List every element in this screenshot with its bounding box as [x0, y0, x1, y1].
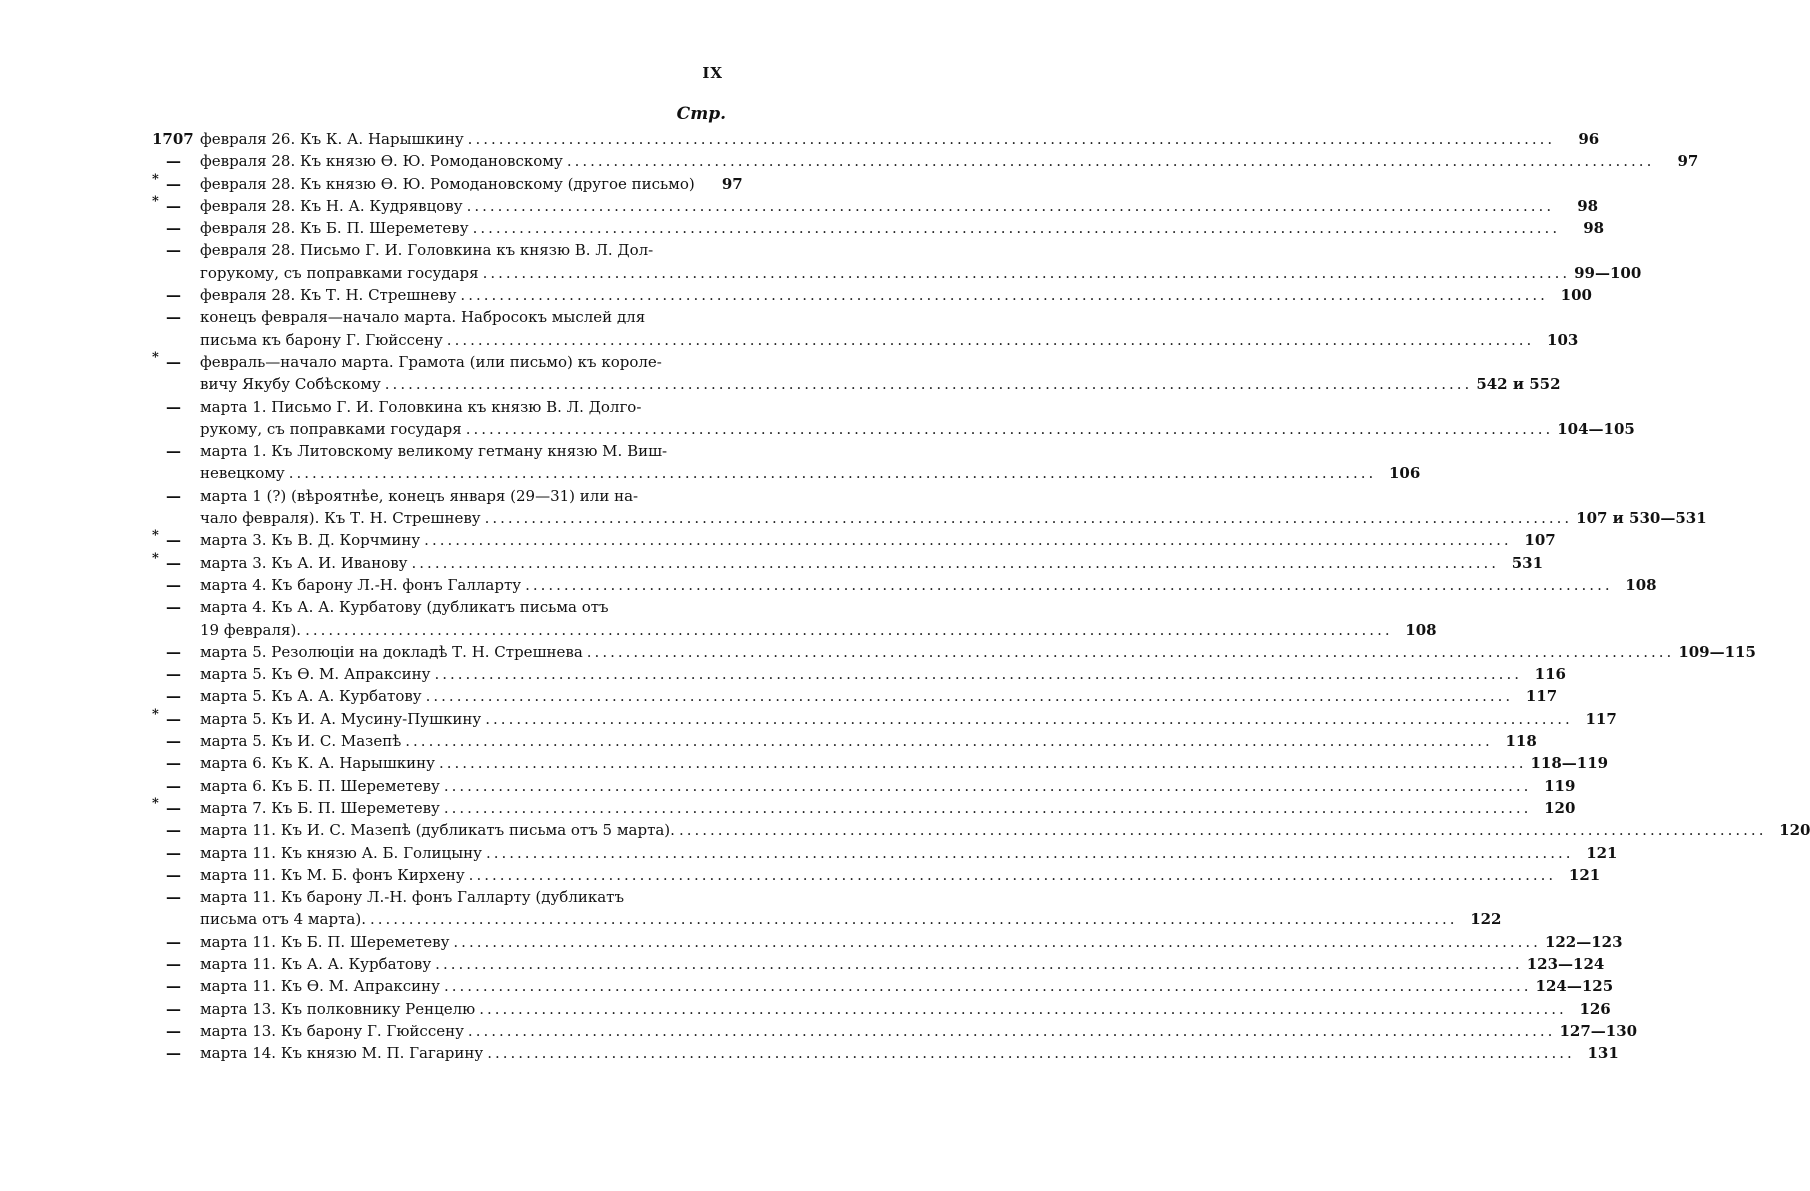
dot-leader: ............................................................................................................................................ [446, 330, 1535, 349]
entry-page-ref: 127—130 [1559, 1021, 1638, 1040]
toc-entry [152, 171, 743, 195]
entry-body [200, 931, 1623, 953]
ditto-dash: — [166, 687, 181, 706]
entry-line [200, 998, 1611, 1020]
dot-leader: ............................................................................................................................................ [487, 1044, 1575, 1063]
entry-line [200, 217, 1605, 239]
entry-line [200, 1020, 1638, 1042]
entry-line [200, 886, 726, 908]
entry-marker [152, 195, 200, 217]
dot-leader: ............................................................................................................................................ [485, 843, 1574, 862]
entry-text: марта 4. Къ барону Л.-Н. фонъ Галларту [200, 575, 522, 594]
entry-text: марта 1 (?) (вѣроятнѣе, конецъ января (29—31) или на- [200, 486, 639, 505]
toc-entry [152, 1020, 1638, 1042]
toc-entry [152, 685, 1558, 707]
ditto-dash: — [166, 352, 181, 371]
ditto-dash: — [166, 709, 181, 728]
ditto-dash: — [166, 553, 181, 572]
dot-leader: ............................................................................................................................................ [586, 642, 1675, 661]
ditto-dash: — [166, 575, 181, 594]
entry-marker [152, 886, 200, 931]
ditto-dash: — [166, 754, 181, 773]
toc-entry [152, 128, 1600, 150]
entry-line [200, 797, 1576, 819]
ditto-dash: — [166, 843, 181, 862]
entry-text: марта 11. Къ Ѳ. М. Апраксину [200, 977, 440, 996]
entry-body [200, 641, 1756, 663]
entry-body [200, 775, 1576, 797]
entry-marker [152, 708, 200, 730]
toc-entry [152, 752, 1609, 774]
ditto-dash: — [166, 732, 181, 751]
dot-leader: ............................................................................................................................................ [485, 709, 1573, 728]
asterisk-mark: * [152, 528, 159, 544]
entry-text: марта 6. Къ К. А. Нарышкину [200, 754, 435, 773]
entry-body [200, 195, 1599, 217]
toc-entry [152, 550, 1544, 574]
dot-leader: ............................................................................................................................................ [678, 821, 1767, 840]
ditto-dash: — [166, 531, 181, 550]
entry-marker [152, 440, 200, 485]
entry-line [200, 619, 1437, 641]
entry-marker [152, 1020, 200, 1042]
toc-entry [152, 663, 1566, 685]
entry-text: марта 11. Къ М. Б. фонъ Кирхену [200, 865, 465, 884]
entry-body [200, 529, 1556, 551]
entry-text: февраль—начало марта. Грамота (или письмо) къ короле- [200, 352, 662, 371]
toc-entry [152, 931, 1623, 953]
dot-leader: ............................................................................................................................................ [443, 776, 1532, 795]
entry-marker [152, 730, 200, 752]
toc-entry [152, 998, 1611, 1020]
dot-leader: ............................................................................................................................................ [424, 531, 1512, 550]
ditto-dash: — [166, 888, 181, 907]
dot-leader: ............................................................................................................................................ [468, 865, 1557, 884]
entry-page-ref: 124—125 [1535, 977, 1614, 996]
toc-entry [152, 574, 1657, 596]
ditto-dash: — [166, 219, 181, 238]
dot-leader: ............................................................................................................................................ [288, 464, 1377, 483]
entry-text: марта 5. Къ Ѳ. М. Апраксину [200, 665, 431, 684]
entry-body [200, 975, 1614, 997]
entry-body [200, 819, 1810, 841]
entry-marker [152, 975, 200, 997]
entry-page-ref: 122 [1470, 910, 1502, 929]
ditto-dash: — [166, 865, 181, 884]
entry-page-ref: 118—119 [1530, 754, 1609, 773]
entry-body [200, 173, 743, 195]
entry-body [200, 306, 1579, 351]
entry-text: вичу Якубу Собѣскому [200, 375, 381, 394]
table-of-contents [152, 128, 1810, 1064]
toc-entry [152, 306, 1579, 351]
entry-marker [152, 1042, 200, 1064]
entry-body [200, 752, 1609, 774]
entry-body [200, 663, 1566, 685]
ditto-dash: — [166, 442, 181, 461]
entry-text: письма отъ 4 марта). [200, 910, 366, 929]
entry-marker [152, 685, 200, 707]
entry-page-ref: 106 [1388, 464, 1421, 483]
entry-page-ref: 126 [1579, 999, 1611, 1018]
entry-page-ref: 100 [1560, 286, 1592, 305]
dot-leader: ............................................................................................................................................ [435, 954, 1523, 973]
entry-line [200, 641, 1756, 663]
ditto-dash: — [166, 196, 181, 215]
entry-marker [152, 306, 200, 351]
entry-text: невецкому [200, 464, 285, 483]
entry-page-ref: 542 и 552 [1476, 375, 1561, 394]
entry-line [200, 1042, 1619, 1064]
toc-entry [152, 440, 1421, 485]
ditto-dash: — [166, 665, 181, 684]
entry-text: февраля 28. Къ князю Ѳ. Ю. Ромодановскому [200, 152, 563, 171]
asterisk-mark: * [152, 171, 159, 187]
entry-body [200, 150, 1699, 172]
entry-body [200, 284, 1592, 306]
entry-text: февраля 28. Письмо Г. И. Головкина къ князю В. Л. Дол- [200, 241, 654, 260]
entry-body [200, 485, 1707, 530]
toc-entry [152, 217, 1605, 239]
entry-page-ref: 103 [1547, 330, 1579, 349]
entry-text: февраля 28. Къ Б. П. Шереметеву [200, 219, 469, 238]
entry-marker [152, 596, 200, 641]
entry-text: марта 14. Къ князю М. П. Гагарину [200, 1044, 484, 1063]
ditto-dash: — [166, 642, 181, 661]
dot-leader: ............................................................................................................................................ [465, 419, 1554, 438]
entry-marker [152, 775, 200, 797]
toc-entry [152, 975, 1614, 997]
entry-page-ref: 107 и 530—531 [1576, 509, 1707, 528]
entry-page-ref: 99—100 [1574, 263, 1642, 282]
entry-line [200, 173, 743, 195]
asterisk-mark: * [152, 706, 159, 722]
dot-leader: ............................................................................................................................................ [525, 575, 1613, 594]
entry-body [200, 128, 1600, 150]
ditto-dash: — [166, 286, 181, 305]
entry-body [200, 552, 1544, 574]
page-column-header: Стр. [676, 104, 726, 124]
ditto-dash: — [166, 932, 181, 951]
entry-line [200, 552, 1544, 574]
ditto-dash: — [166, 954, 181, 973]
entry-text: марта 1. Письмо Г. И. Головкина къ князю В. Л. Долго- [200, 397, 642, 416]
entry-text: февраля 28. Къ Т. Н. Стрешневу [200, 286, 457, 305]
entry-page-ref: 107 [1524, 531, 1556, 550]
entry-page-ref: 117 [1585, 709, 1617, 728]
dot-leader: ............................................................................................................................................ [305, 620, 1393, 639]
entry-marker [152, 351, 200, 396]
entry-line [200, 730, 1537, 752]
dot-leader: ............................................................................................................................................ [467, 1021, 1556, 1040]
entry-marker [152, 864, 200, 886]
toc-entry [152, 886, 1502, 931]
ditto-dash: — [166, 776, 181, 795]
entry-page-ref: 97 [1677, 152, 1699, 171]
toc-entry [152, 842, 1618, 864]
entry-line [200, 953, 1605, 975]
entry-text: марта 5. Резолюціи на докладѣ Т. Н. Стрешнева [200, 642, 583, 661]
entry-body [200, 1042, 1619, 1064]
entry-page-ref: 97 [721, 174, 743, 193]
ditto-dash: — [166, 174, 181, 193]
entry-marker [152, 396, 200, 441]
toc-entry [152, 730, 1537, 752]
entry-page-ref: 122—123 [1544, 932, 1623, 951]
entry-text: марта 6. Къ Б. П. Шереметеву [200, 776, 440, 795]
entry-page-ref: 531 [1511, 553, 1544, 572]
dot-leader: ............................................................................................................................................ [466, 196, 1555, 215]
entry-page-ref: 121 [1586, 843, 1618, 862]
entry-line [200, 284, 1592, 306]
ditto-dash: — [166, 308, 181, 327]
entry-text: февраля 28. Къ Н. А. Кудрявцову [200, 196, 463, 215]
toc-entry [152, 775, 1576, 797]
entry-body [200, 842, 1618, 864]
entry-year: 1707 [152, 130, 194, 148]
entry-text: марта 5. Къ И. С. Мазепѣ [200, 732, 402, 751]
entry-page-ref: 98 [1577, 196, 1599, 215]
entry-text: конецъ февраля—начало марта. Набросокъ мыслей для [200, 308, 646, 327]
asterisk-mark: * [152, 349, 159, 365]
ditto-dash: — [166, 798, 181, 817]
toc-entry [152, 864, 1601, 886]
toc-entry [152, 1042, 1619, 1064]
entry-line [200, 239, 726, 261]
entry-page-ref: 131 [1587, 1044, 1619, 1063]
toc-entry [152, 706, 1617, 730]
entry-marker [152, 173, 200, 195]
ditto-dash: — [166, 821, 181, 840]
dot-leader: ............................................................................................................................................ [482, 263, 1571, 282]
entry-marker [152, 485, 200, 530]
entry-text: марта 3. Къ А. И. Иванову [200, 553, 408, 572]
entry-text: марта 11. Къ А. А. Курбатову [200, 954, 432, 973]
dot-leader: ............................................................................................................................................ [484, 509, 1573, 528]
entry-page-ref: 104—105 [1557, 419, 1635, 438]
entry-line [200, 128, 1600, 150]
entry-body [200, 864, 1601, 886]
toc-entry [152, 528, 1556, 551]
entry-body [200, 1020, 1638, 1042]
entry-body [200, 797, 1576, 819]
asterisk-mark: * [152, 193, 159, 209]
entry-line [200, 574, 1657, 596]
entry-marker [152, 641, 200, 663]
entry-text: марта 5. Къ И. А. Мусину-Пушкину [200, 709, 482, 728]
ditto-dash: — [166, 598, 181, 617]
entry-line [200, 596, 726, 618]
entry-line [200, 529, 1556, 551]
entry-line [200, 150, 1699, 172]
entry-marker [152, 552, 200, 574]
entry-page-ref: 120 [1544, 798, 1576, 817]
dot-leader: ............................................................................................................................................ [425, 687, 1514, 706]
ditto-dash: — [166, 486, 181, 505]
toc-entry [152, 396, 1635, 441]
dot-leader: ............................................................................................................................................ [467, 130, 1556, 148]
entry-page-ref: 108 [1405, 620, 1437, 639]
entry-line [200, 752, 1609, 774]
toc-entry [152, 349, 1561, 396]
ditto-dash: — [166, 999, 181, 1018]
dot-leader: ............................................................................................................................................ [472, 219, 1561, 238]
entry-text: марта 11. Къ барону Л.-Н. фонъ Галларту (дубликатъ [200, 888, 625, 907]
entry-page-ref: 108 [1625, 575, 1657, 594]
dot-leader: ............................................................................................................................................ [453, 932, 1541, 951]
entry-body [200, 440, 1421, 485]
entry-text: февраля 26. Къ К. А. Нарышкину [200, 130, 464, 148]
entry-body [200, 217, 1605, 239]
entry-body [200, 596, 1437, 641]
toc-entry [152, 485, 1707, 530]
dot-leader: ............................................................................................................................................ [411, 553, 1500, 572]
entry-text: чало февраля). Къ Т. Н. Стрешневу [200, 509, 481, 528]
entry-marker [152, 998, 200, 1020]
entry-text: марта 5. Къ А. А. Курбатову [200, 687, 422, 706]
entry-marker [152, 574, 200, 596]
entry-line [200, 306, 726, 328]
entry-body [200, 239, 1642, 284]
entry-body [200, 396, 1635, 441]
entry-page-ref: 119 [1544, 776, 1576, 795]
entry-marker [152, 217, 200, 239]
entry-marker [152, 931, 200, 953]
entry-marker [152, 150, 200, 172]
entry-body [200, 998, 1611, 1020]
entry-line [200, 485, 726, 507]
entry-marker [152, 239, 200, 284]
entry-page-ref: 120 [1779, 821, 1810, 840]
entry-line [200, 396, 726, 418]
entry-text: марта 3. Къ В. Д. Корчмину [200, 531, 421, 550]
toc-entry [152, 641, 1756, 663]
entry-line [200, 842, 1618, 864]
entry-line [200, 708, 1617, 730]
entry-line [200, 975, 1614, 997]
entry-body [200, 953, 1605, 975]
entry-page-ref: 98 [1583, 219, 1605, 238]
toc-entry [152, 150, 1699, 172]
entry-text: марта 11. Къ Б. П. Шереметеву [200, 932, 450, 951]
entry-text: марта 13. Къ полковнику Ренцелю [200, 999, 476, 1018]
entry-page-ref: 109—115 [1678, 642, 1756, 661]
entry-marker [152, 953, 200, 975]
entry-line [200, 819, 1810, 841]
entry-text: марта 7. Къ Б. П. Шереметеву [200, 798, 440, 817]
entry-line [200, 462, 1421, 484]
entry-body [200, 685, 1558, 707]
entry-line [200, 440, 726, 462]
toc-entry [152, 795, 1576, 819]
entry-page-ref: 123—124 [1526, 954, 1605, 973]
entry-line [200, 418, 1635, 440]
toc-entry [152, 953, 1605, 975]
entry-page-ref: 121 [1568, 865, 1601, 884]
entry-body [200, 886, 1502, 931]
entry-text: февраля 28. Къ князю Ѳ. Ю. Ромодановскому (другое письмо) [200, 174, 695, 193]
toc-entry [152, 193, 1599, 217]
toc-entry [152, 284, 1592, 306]
page-number: IX [702, 64, 723, 82]
toc-entry [152, 596, 1437, 641]
entry-text: рукому, съ поправками государя [200, 419, 462, 438]
dot-leader: ............................................................................................................................................ [405, 732, 1493, 751]
dot-leader: ............................................................................................................................................ [443, 798, 1532, 817]
dot-leader: ............................................................................................................................................ [444, 977, 1532, 996]
entry-body [200, 351, 1561, 396]
entry-line [200, 373, 1561, 395]
dot-leader: ............................................................................................................................................ [434, 665, 1522, 684]
entry-page-ref: 118 [1505, 732, 1537, 751]
entry-line [200, 931, 1623, 953]
entry-text: марта 13. Къ барону Г. Гюйссену [200, 1021, 464, 1040]
entry-marker [152, 752, 200, 774]
dot-leader: ............................................................................................................................................ [479, 999, 1567, 1018]
entry-text: марта 1. Къ Литовскому великому гетману князю М. Виш- [200, 442, 668, 461]
entry-text: марта 4. Къ А. А. Курбатову (дубликатъ письма отъ [200, 598, 609, 617]
entry-line [200, 195, 1599, 217]
entry-body [200, 574, 1657, 596]
asterisk-mark: * [152, 795, 159, 811]
entry-text: письма къ барону Г. Гюйссену [200, 330, 443, 349]
entry-marker [152, 842, 200, 864]
entry-page-ref: 116 [1534, 665, 1566, 684]
ditto-dash: — [166, 241, 181, 260]
entry-marker [152, 128, 200, 150]
ditto-dash: — [166, 1021, 181, 1040]
entry-line [200, 262, 1642, 284]
entry-body [200, 708, 1617, 730]
entry-page-ref: 117 [1525, 687, 1558, 706]
entry-text: марта 11. Къ князю А. Б. Голицыну [200, 843, 482, 862]
entry-line [200, 663, 1566, 685]
entry-line [200, 329, 1579, 351]
ditto-dash: — [166, 152, 181, 171]
entry-body [200, 730, 1537, 752]
entry-marker [152, 663, 200, 685]
entry-marker [152, 529, 200, 551]
entry-line [200, 507, 1707, 529]
entry-text: марта 11. Къ И. С. Мазепѣ (дубликатъ письма отъ 5 марта). [200, 821, 675, 840]
ditto-dash: — [166, 977, 181, 996]
dot-leader: ............................................................................................................................................ [438, 754, 1527, 773]
entry-line [200, 685, 1558, 707]
dot-leader: ............................................................................................................................................ [460, 286, 1548, 305]
ditto-dash: — [166, 1044, 181, 1063]
entry-line [200, 775, 1576, 797]
entry-line [200, 351, 726, 373]
toc-entry [152, 819, 1810, 841]
entry-line [200, 864, 1601, 886]
entry-marker [152, 797, 200, 819]
entry-marker [152, 819, 200, 841]
entry-line [200, 908, 1502, 930]
dot-leader: ............................................................................................................................................ [384, 375, 1473, 394]
entry-marker [152, 284, 200, 306]
ditto-dash: — [166, 397, 181, 416]
asterisk-mark: * [152, 550, 159, 566]
entry-page-ref: 96 [1578, 130, 1600, 148]
toc-entry [152, 239, 1642, 284]
dot-leader: ............................................................................................................................................ [566, 152, 1655, 171]
entry-text: горукому, съ поправками государя [200, 263, 479, 282]
dot-leader: ............................................................................................................................................ [369, 910, 1458, 929]
entry-text: 19 февраля). [200, 620, 302, 639]
